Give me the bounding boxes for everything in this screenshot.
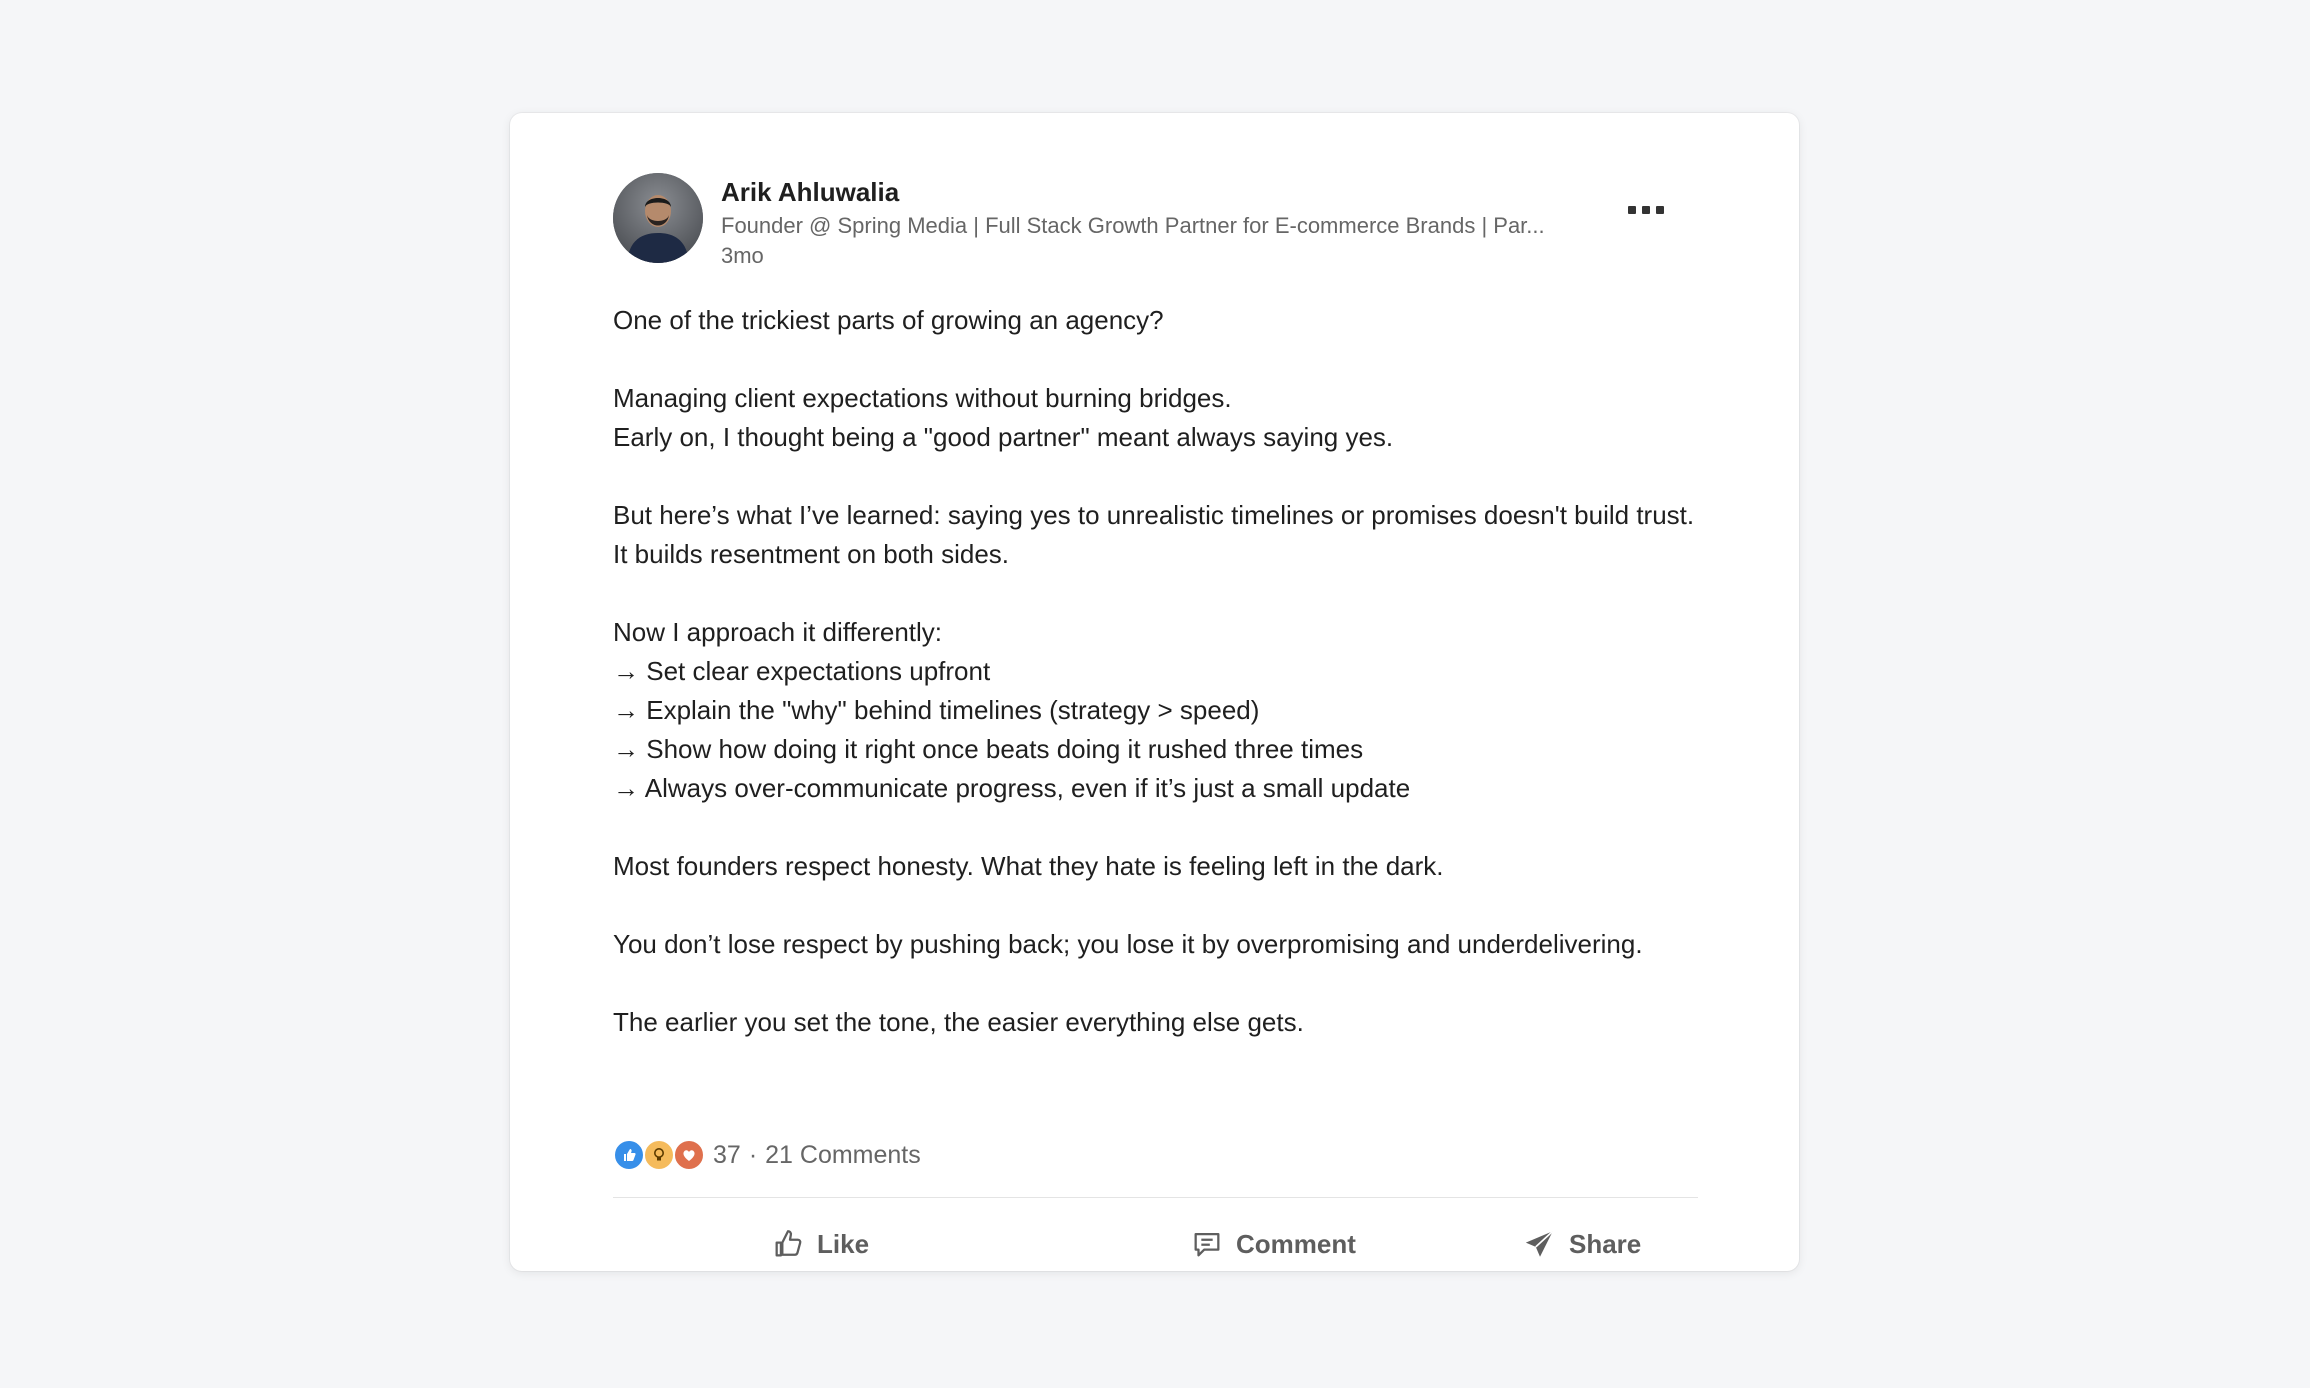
love-reaction-icon: [673, 1139, 705, 1171]
social-counts[interactable]: [613, 1135, 921, 1175]
comment-label: Comment: [1236, 1228, 1356, 1259]
post-body-line: The earlier you set the tone, the easier everything else gets.: [613, 1007, 1304, 1037]
insightful-reaction-icon: [643, 1139, 675, 1171]
post-actions: [613, 1209, 1698, 1279]
avatar[interactable]: [613, 173, 703, 263]
like-button[interactable]: [771, 1209, 869, 1279]
more-dot-icon: [1642, 206, 1650, 214]
paragraph-gap: [613, 964, 1703, 1003]
count-separator: ·: [748, 1140, 758, 1169]
more-dot-icon: [1628, 206, 1636, 214]
author-name[interactable]: Arik Ahluwalia: [721, 177, 900, 207]
comment-button[interactable]: [1190, 1209, 1356, 1279]
comment-icon: [1190, 1227, 1224, 1261]
post-body-line: → Explain the "why" behind timelines (strategy > speed): [613, 695, 1260, 725]
reaction-count[interactable]: 37: [713, 1140, 741, 1169]
post-timestamp: 3mo: [721, 243, 764, 268]
more-options-button[interactable]: [1622, 197, 1670, 223]
post-card: [510, 113, 1799, 1271]
post-body-line: Early on, I thought being a "good partner" meant always saying yes.: [613, 422, 1394, 452]
paragraph-gap: [613, 457, 1703, 496]
thumbs-up-icon: [771, 1227, 805, 1261]
post-body-line: → Set clear expectations upfront: [613, 656, 991, 686]
post-body-line: Managing client expectations without burning bridges.: [613, 383, 1232, 413]
share-label: Share: [1569, 1228, 1642, 1259]
post-body-line: You don’t lose respect by pushing back; you lose it by overpromising and underdelivering.: [613, 929, 1643, 959]
like-reaction-icon: [613, 1139, 645, 1171]
paragraph-gap: [613, 886, 1703, 925]
author-info: [721, 175, 1601, 269]
more-dot-icon: [1656, 206, 1664, 214]
like-label: Like: [817, 1228, 870, 1259]
actions-divider: [613, 1197, 1698, 1198]
post-body: [613, 301, 1703, 1042]
comment-count[interactable]: 21 Comments: [765, 1140, 921, 1169]
post-body-line: → Always over-communicate progress, even if it’s just a small update: [613, 773, 1411, 803]
paragraph-gap: [613, 340, 1703, 379]
post-body-line: But here’s what I’ve learned: saying yes to unrealistic timelines or promises doesn't build trust. It builds resentment on both sides.: [613, 500, 1702, 569]
post-body-line: → Show how doing it right once beats doing it rushed three times: [613, 734, 1364, 764]
feed-post: [613, 173, 1702, 1259]
post-body-line: Now I approach it differently:: [613, 617, 943, 647]
share-button[interactable]: [1523, 1209, 1641, 1279]
post-body-line: One of the trickiest parts of growing an agency?: [613, 305, 1164, 335]
post-body-line: Most founders respect honesty. What they hate is feeling left in the dark.: [613, 851, 1444, 881]
post-header: [613, 173, 1698, 281]
author-headline: Founder @ Spring Media | Full Stack Growth Partner for E-commerce Brands | Par...: [721, 213, 1545, 238]
reaction-icons: [613, 1139, 703, 1171]
send-icon: [1523, 1227, 1557, 1261]
paragraph-gap: [613, 574, 1703, 613]
paragraph-gap: [613, 808, 1703, 847]
